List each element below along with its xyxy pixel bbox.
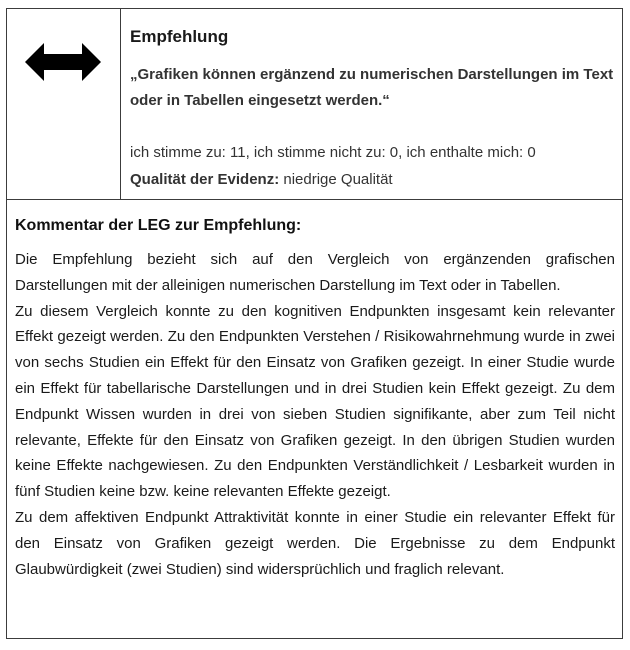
evidence-quality <box>130 171 393 188</box>
double-arrow-icon <box>25 41 101 83</box>
evidence-value: niedrige Qualität <box>279 171 393 188</box>
comment-paragraph: Die Empfehlung bezieht sich auf den Vergleich von ergänzenden grafischen Darstellungen mit der alleinigen numerischen Darstellung im Text oder in Tabellen. <box>15 251 615 294</box>
recommendation-box <box>7 9 622 200</box>
recommendation-cell <box>130 9 620 199</box>
recommendation-table <box>6 8 623 639</box>
vote-result: ich stimme zu: 11, ich stimme nicht zu: 0, ich enthalte mich: 0 <box>130 144 536 161</box>
recommendation-title: Empfehlung <box>130 27 229 46</box>
comment-heading: Kommentar der LEG zur Empfehlung: <box>15 217 302 234</box>
comment-paragraph: Zu diesem Vergleich konnte zu den kognitiven Endpunkten insgesamt kein relevanter Effekt gezeigt werden. Zu den Endpunkten Verstehen / Risikowahrnehmung wurde in zwei von sechs Studien ein Effekt für den Einsatz von Grafiken gezeigt. In einer Studie wurde ein Effekt für tabellarische Darstellungen und in drei Studien kein Effekt gezeigt. Zu dem Endpunkt Wissen wurden in drei von sieben Studien signifikante, aber zum Teil nicht relevante, Effekte für den Einsatz von Grafiken gezeigt. In den übrigen Studien wurden keine Effekte nachgewiesen. Zu den Endpunkten Verständlichkeit / Lesbarkeit wurden in fünf Studien keine bzw. keine relevanten Effekte gezeigt. <box>15 302 615 501</box>
comment-paragraph: Zu dem affektiven Endpunkt Attraktivität konnte in einer Studie ein relevanter Effekt für den Einsatz von Grafiken gezeigt werden. Die Ergebnisse zu dem Endpunkt Glaubwürdigkeit (zwei Studien) sind widersprüchlich und fraglich relevant. <box>15 508 615 578</box>
arrow-cell <box>7 9 121 199</box>
recommendation-text: „Grafiken können ergänzend zu numerischen Darstellungen im Text oder in Tabellen eingesetzt werden.“ <box>130 66 614 109</box>
evidence-label: Qualität der Evidenz: <box>130 171 280 188</box>
comment-section <box>15 205 615 582</box>
